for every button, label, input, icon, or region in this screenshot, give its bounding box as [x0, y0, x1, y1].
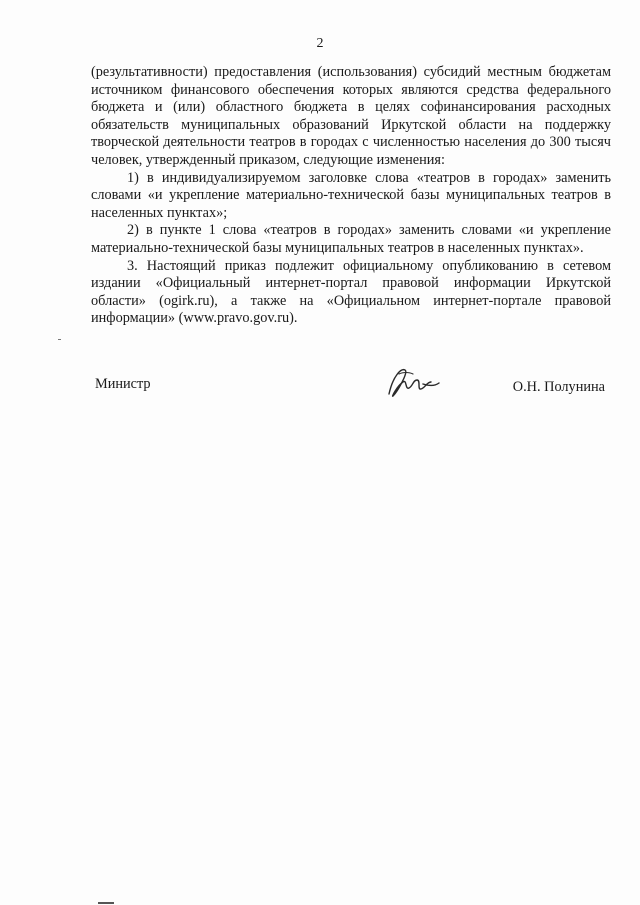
page-number: 2 — [316, 36, 324, 51]
margin-mark — [58, 339, 61, 340]
footer-mark — [98, 902, 114, 904]
signature-block — [95, 370, 605, 410]
item-1-paragraph: 1) в индивидуализируемом заголовке слова «театров в городах» заменить словами «и укрепление материально-технической базы муниципальных театров в населенных пунктах»; — [91, 169, 611, 221]
document-body — [91, 64, 611, 328]
signatory-title: Министр — [95, 376, 151, 392]
signatory-name: О.Н. Полунина — [512, 379, 605, 395]
publication-paragraph: 3. Настоящий приказ подлежит официальному опубликованию в сетевом издании «Официальный интернет-портал правовой информации Иркутской области» (ogirk.ru), а также на «Официальном интернет-портале правовой информации» (www.pravo.gov.ru). — [91, 257, 611, 327]
intro-paragraph: (результативности) предоставления (использования) субсидий местным бюджетам источником финансового обеспечения которых являются средства федерального бюджета и (или) областного бюджета в целях софинансирования расходных обязательств муниципальных образований Иркутской области на поддержку творческой деятельности театров в городах с численностью населения до 300 тысяч человек, утвержденный приказом, следующие изменения: — [91, 64, 611, 168]
handwritten-signature-icon — [383, 362, 443, 402]
item-2-paragraph: 2) в пункте 1 слова «театров в городах» заменить словами «и укрепление материально-технической базы муниципальных театров в населенных пунктах». — [91, 222, 611, 256]
